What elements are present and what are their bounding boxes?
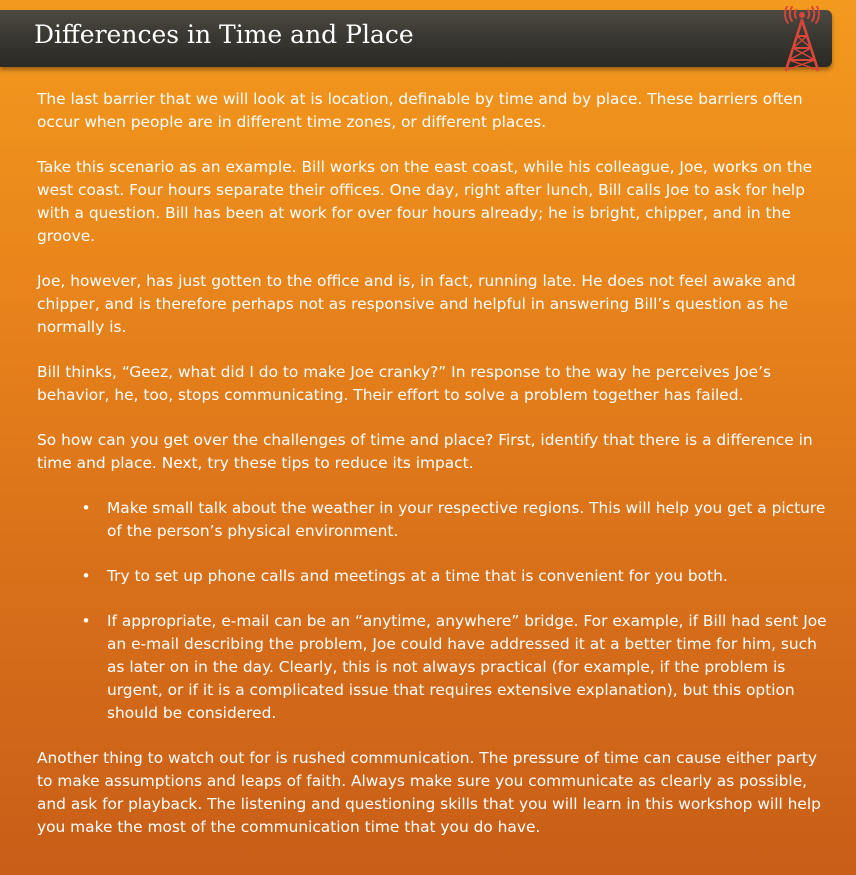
bullet-icon: • bbox=[81, 499, 91, 517]
paragraph-bill: Bill thinks, “Geez, what did I do to make Joe cranky?” In response to the way he perceives Joe’s behavior, he, too, stops communicating. Their effort to solve a problem together has failed. bbox=[37, 363, 772, 404]
body-content bbox=[37, 88, 833, 861]
bullet-icon: • bbox=[81, 612, 91, 630]
paragraph-challenges: So how can you get over the challenges of time and place? First, identify that there is a difference in time and place. Next, try these tips to reduce its impact. bbox=[37, 431, 813, 472]
paragraph-closing: Another thing to watch out for is rushed communication. The pressure of time can cause either party to make assumptions and leaps of faith. Always make sure you communicate as clearly as possible, and ask for playback. The listening and questioning skills that you will learn in this workshop will help you make the most of the communication time that you do have. bbox=[37, 749, 821, 836]
list-item bbox=[37, 565, 833, 588]
tip-text: Make small talk about the weather in your respective regions. This will help you get a picture of the person’s physical environment. bbox=[107, 499, 826, 540]
tip-text: Try to set up phone calls and meetings at a time that is convenient for you both. bbox=[107, 567, 728, 585]
paragraph-joe: Joe, however, has just gotten to the office and is, in fact, running late. He does not feel awake and chipper, and is therefore perhaps not as responsive and helpful in answering Bill’s question as he normally is. bbox=[37, 272, 796, 336]
paragraph-intro: The last barrier that we will look at is location, definable by time and by place. These barriers often occur when people are in different time zones, or different places. bbox=[37, 90, 803, 131]
bullet-icon: • bbox=[81, 567, 91, 585]
tips-list bbox=[37, 497, 833, 725]
tip-text: If appropriate, e-mail can be an “anytime, anywhere” bridge. For example, if Bill had sent Joe an e-mail describing the problem, Joe could have addressed it at a better time for him, such as later on in the day. Clearly, this is not always practical (for example, if the problem is urgent, or if it is a complicated issue that requires extensive explanation), but this option should be considered. bbox=[107, 612, 827, 722]
page-title: Differences in Time and Place bbox=[34, 20, 414, 49]
radio-tower-icon bbox=[774, 6, 830, 74]
paragraph-scenario: Take this scenario as an example. Bill works on the east coast, while his colleague, Joe, works on the west coast. Four hours separate their offices. One day, right after lunch, Bill calls Joe to ask for help with a question. Bill has been at work for over four hours already; he is bright, chipper, and in the groove. bbox=[37, 158, 813, 245]
list-item bbox=[37, 610, 833, 725]
list-item bbox=[37, 497, 833, 543]
